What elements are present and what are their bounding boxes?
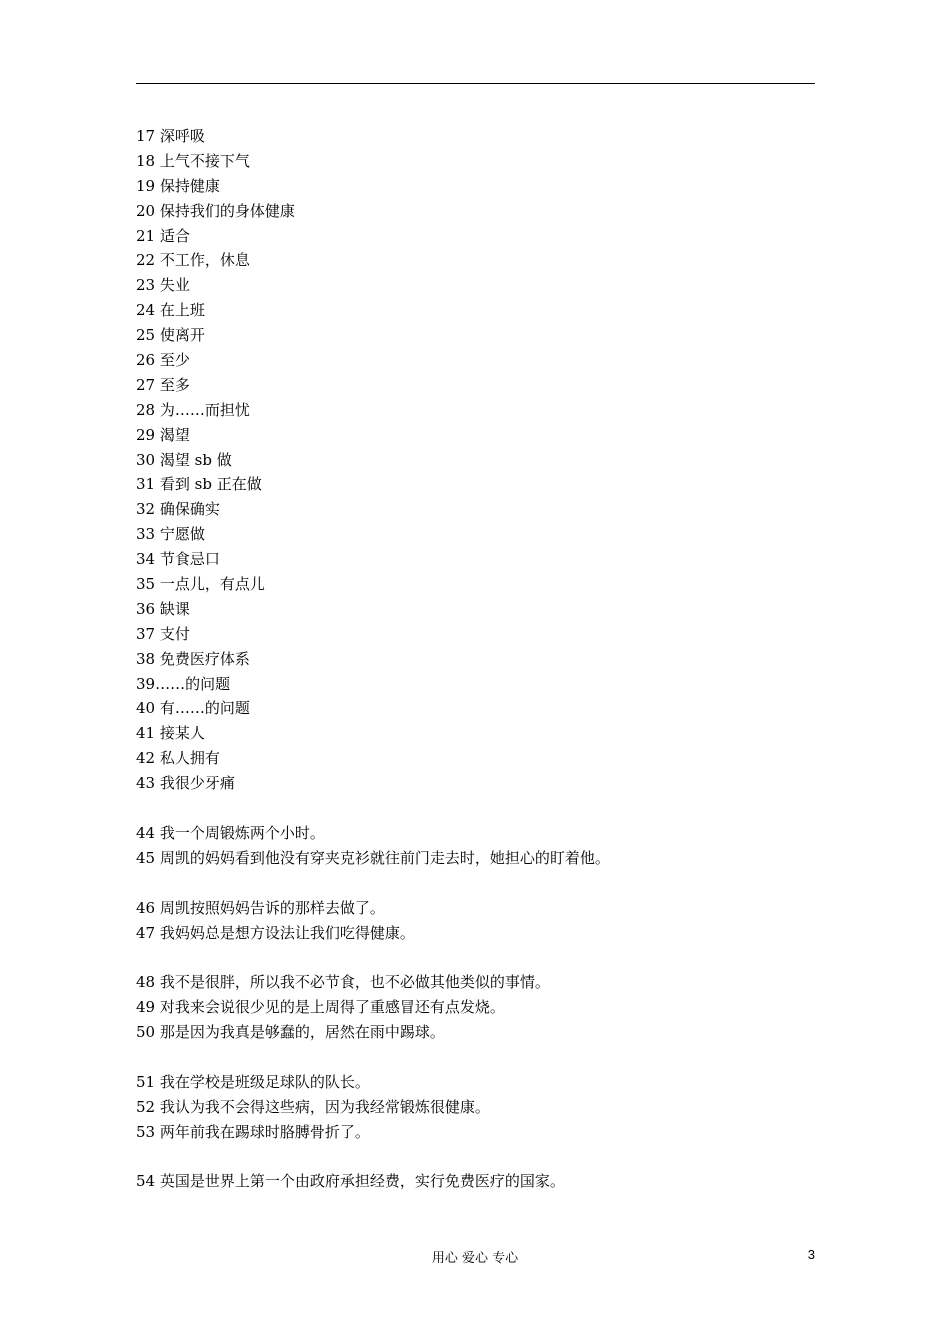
page-number: 3 [807, 1247, 815, 1262]
list-item: 17 深呼吸 [136, 127, 205, 145]
blank-line [136, 796, 816, 821]
header-rule [136, 83, 815, 84]
sentence-item: 44 我一个周锻炼两个小时。 [136, 823, 325, 842]
list-item: 36 缺课 [136, 599, 190, 618]
list-item: 43 我很少牙痛 [136, 774, 235, 793]
footer-motto: 用心 爱心 专心 [431, 1251, 519, 1266]
list-item: 26 至少 [136, 351, 190, 370]
list-item: 30 渴望 sb 做 [136, 450, 232, 469]
blank-line [136, 945, 816, 970]
list-item: 40 有……的问题 [136, 699, 250, 718]
sentence-item: 45 周凯的妈妈看到他没有穿夹克衫就往前门走去时，她担心的盯着他。 [136, 848, 610, 867]
list-item: 24 在上班 [136, 301, 205, 320]
list-item: 20 保持我们的身体健康 [136, 201, 295, 220]
list-item: 19 保持健康 [136, 176, 220, 195]
list-item: 41 接某人 [136, 724, 205, 743]
list-item: 23 失业 [136, 276, 190, 295]
list-item: 22 不工作，休息 [136, 251, 250, 270]
list-item: 39……的问题 [136, 674, 231, 693]
sentence-item: 46 周凯按照妈妈告诉的那样去做了。 [136, 898, 385, 917]
list-item: 31 看到 sb 正在做 [136, 475, 262, 494]
sentence-item: 54 英国是世界上第一个由政府承担经费，实行免费医疗的国家。 [136, 1172, 565, 1191]
sentence-item: 49 对我来会说很少见的是上周得了重感冒还有点发烧。 [136, 998, 505, 1017]
list-item: 37 支付 [136, 624, 190, 643]
list-item: 27 至多 [136, 375, 190, 394]
blank-line [136, 871, 816, 896]
sentence-item: 51 我在学校是班级足球队的队长。 [136, 1072, 370, 1091]
document-body [136, 124, 816, 1194]
sentence-item: 53 两年前我在踢球时胳膊骨折了。 [136, 1122, 370, 1141]
list-item: 35 一点儿，有点儿 [136, 575, 265, 594]
list-item: 18 上气不接下气 [136, 151, 250, 170]
list-item: 34 节食忌口 [136, 550, 220, 569]
blank-line [136, 1045, 816, 1070]
list-item: 28 为……而担忧 [136, 400, 250, 419]
sentence-item: 52 我认为我不会得这些病，因为我经常锻炼很健康。 [136, 1097, 490, 1116]
list-item: 33 宁愿做 [136, 525, 205, 544]
sentence-item: 50 那是因为我真是够蠢的，居然在雨中踢球。 [136, 1023, 445, 1042]
blank-line [136, 1145, 816, 1170]
list-item: 42 私人拥有 [136, 749, 220, 768]
list-item: 21 适合 [136, 226, 190, 245]
sentence-item: 48 我不是很胖，所以我不必节食，也不必做其他类似的事情。 [136, 973, 550, 992]
list-item: 32 确保确实 [136, 500, 220, 519]
list-item: 25 使离开 [136, 326, 205, 345]
sentence-item: 47 我妈妈总是想方设法让我们吃得健康。 [136, 923, 415, 942]
list-item: 29 渴望 [136, 425, 190, 444]
list-item: 38 免费医疗体系 [136, 649, 250, 668]
